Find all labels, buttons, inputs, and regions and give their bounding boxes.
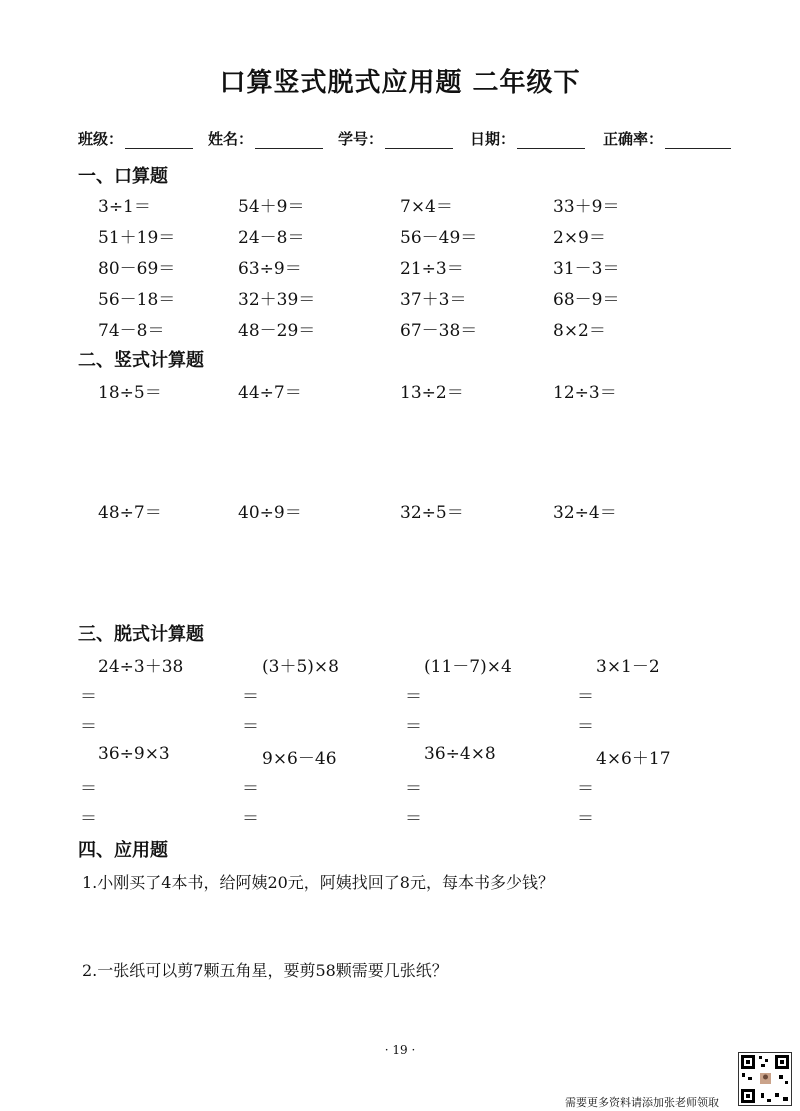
stepwise-item: 4×6＋17: [596, 749, 671, 769]
id-label: 学号：: [338, 130, 384, 148]
equals-sign: ＝: [242, 779, 259, 799]
word-problem-2: 2.一张纸可以剪7颗五角星，要剪58颗需要几张纸？: [82, 961, 448, 980]
id-field: [338, 128, 453, 149]
mental-item: 51＋19＝: [98, 228, 176, 248]
mental-item: 68－9＝: [553, 290, 620, 310]
date-blank[interactable]: [517, 132, 585, 149]
vertical-item: 40÷9＝: [238, 503, 302, 523]
mental-item: 67－38＝: [400, 321, 478, 341]
mental-item: 8×2＝: [553, 321, 606, 341]
vertical-item: 12÷3＝: [553, 383, 617, 403]
equals-sign: ＝: [405, 687, 422, 707]
mental-item: 48－29＝: [238, 321, 316, 341]
class-blank[interactable]: [125, 132, 193, 149]
equals-sign: ＝: [577, 717, 594, 737]
word-problem-1: 1.小刚买了4本书，给阿姨20元，阿姨找回了8元，每本书多少钱？: [82, 873, 554, 892]
student-info-row: [0, 128, 800, 152]
section-stepwise-heading: 三、脱式计算题: [78, 624, 204, 645]
vertical-item: 32÷5＝: [400, 503, 464, 523]
vertical-item: 44÷7＝: [238, 383, 302, 403]
vertical-item: 18÷5＝: [98, 383, 162, 403]
equals-sign: ＝: [80, 687, 97, 707]
stepwise-item: (11－7)×4: [424, 657, 512, 677]
section-application-heading: 四、应用题: [78, 840, 168, 861]
equals-sign: ＝: [577, 687, 594, 707]
accuracy-blank[interactable]: [665, 132, 731, 149]
mental-item: 80－69＝: [98, 259, 176, 279]
class-label: 班级：: [78, 130, 124, 148]
stepwise-item: 9×6－46: [262, 749, 337, 769]
mental-item: 2×9＝: [553, 228, 606, 248]
equals-sign: ＝: [80, 779, 97, 799]
mental-item: 21÷3＝: [400, 259, 464, 279]
mental-item: 32＋39＝: [238, 290, 316, 310]
stepwise-item: 36÷9×3: [98, 744, 170, 764]
footer-note: 需要更多资料请添加张老师领取: [565, 1096, 719, 1109]
stepwise-item: 36÷4×8: [424, 744, 496, 764]
mental-item: 33＋9＝: [553, 197, 620, 217]
mental-item: 31－3＝: [553, 259, 620, 279]
mental-item: 63÷9＝: [238, 259, 302, 279]
mental-item: 54＋9＝: [238, 197, 305, 217]
equals-sign: ＝: [577, 809, 594, 829]
mental-item: 37＋3＝: [400, 290, 467, 310]
section-mental-heading: 一、口算题: [78, 166, 168, 187]
class-field: [78, 128, 193, 149]
mental-item: 56－49＝: [400, 228, 478, 248]
accuracy-label: 正确率：: [603, 130, 664, 148]
equals-sign: ＝: [80, 717, 97, 737]
id-blank[interactable]: [385, 132, 453, 149]
page-title: 口算竖式脱式应用题 二年级下: [219, 68, 581, 98]
vertical-item: 13÷2＝: [400, 383, 464, 403]
name-blank[interactable]: [255, 132, 323, 149]
equals-sign: ＝: [242, 717, 259, 737]
mental-item: 56－18＝: [98, 290, 176, 310]
equals-sign: ＝: [405, 809, 422, 829]
stepwise-item: 3×1－2: [596, 657, 660, 677]
qr-code-icon[interactable]: [738, 1052, 792, 1106]
date-field: [470, 128, 585, 149]
name-field: [208, 128, 323, 149]
stepwise-item: (3＋5)×8: [262, 657, 339, 677]
name-label: 姓名：: [208, 130, 254, 148]
equals-sign: ＝: [405, 779, 422, 799]
equals-sign: ＝: [405, 717, 422, 737]
equals-sign: ＝: [80, 809, 97, 829]
vertical-item: 48÷7＝: [98, 503, 162, 523]
mental-item: 24－8＝: [238, 228, 305, 248]
equals-sign: ＝: [242, 687, 259, 707]
equals-sign: ＝: [577, 779, 594, 799]
mental-item: 7×4＝: [400, 197, 453, 217]
section-vertical-heading: 二、竖式计算题: [78, 350, 204, 371]
date-label: 日期：: [470, 130, 516, 148]
mental-item: 74－8＝: [98, 321, 165, 341]
accuracy-field: [603, 128, 731, 149]
equals-sign: ＝: [242, 809, 259, 829]
stepwise-item: 24÷3＋38: [98, 657, 184, 677]
vertical-item: 32÷4＝: [553, 503, 617, 523]
page-number: · 19 ·: [384, 1043, 416, 1057]
mental-item: 3÷1＝: [98, 197, 151, 217]
